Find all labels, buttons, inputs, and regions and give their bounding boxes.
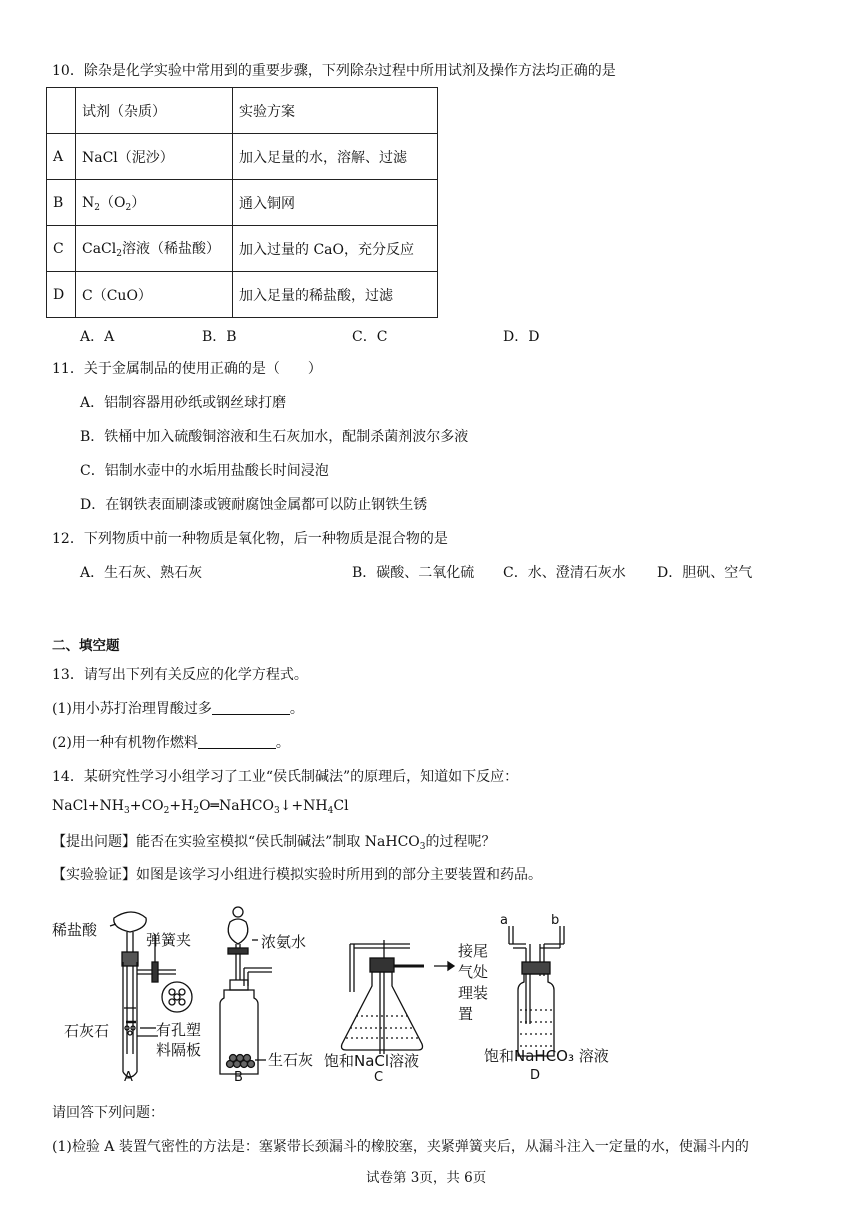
q14-part1: (1)检验 A 装置气密性的方法是：塞紧带长颈漏斗的橡胶塞，夹紧弹簧夹后，从漏斗注入一定量的水，使漏斗内的 <box>52 1139 749 1155</box>
label-d: D <box>530 1068 541 1083</box>
label-plate-2: 料隔板 <box>156 1041 202 1059</box>
label-ammonia: 浓氨水 <box>261 933 307 951</box>
q12-option-d[interactable]: D．胆矾、空气 <box>657 565 753 581</box>
apparatus-d <box>509 926 564 1056</box>
q12-option-b[interactable]: B．碳酸、二氧化硫 <box>352 565 475 581</box>
q13-part2: (2)用一种有机物作燃料 。 <box>52 735 290 751</box>
header-reagent: 试剂（杂质） <box>76 88 233 134</box>
section-title: 二、填空题 <box>52 638 120 654</box>
header-method: 实验方案 <box>233 88 438 134</box>
q11-option-d[interactable]: D．在钢铁表面刷漆或镀耐腐蚀金属都可以防止钢铁生锈 <box>80 497 428 513</box>
label-c: C <box>374 1070 384 1084</box>
label-tail-1: 接尾 <box>458 942 489 960</box>
q12-option-c[interactable]: C．水、澄清石灰水 <box>503 565 626 581</box>
q11-option-a[interactable]: A．铝制容器用砂纸或钢丝球打磨 <box>80 395 287 411</box>
label-tail-2: 气处 <box>458 963 489 981</box>
label-port-a: a <box>500 913 508 928</box>
label-b: B <box>234 1070 243 1084</box>
answer-blank[interactable] <box>198 734 276 749</box>
apparatus-figure <box>48 904 618 1084</box>
q14-equation: $NaCl+NH_3+CO_2+H_2O═NaHCO_3↓+NH_4Cl$ <box>52 798 349 816</box>
label-nahco3: 饱和NaHCO₃ 溶液 <box>484 1047 609 1065</box>
q10-option-b[interactable]: B．B <box>202 329 237 345</box>
q14-question: 【提出问题】能否在实验室模拟“侯氏制碱法”制取 NaHCO$_3$的过程呢？ <box>52 834 496 852</box>
answer-prompt: 请回答下列问题： <box>52 1105 164 1121</box>
label-spring-clip: 弹簧夹 <box>146 931 192 949</box>
q10-stem: 10．除杂是化学实验中常用到的重要步骤，下列除杂过程中所用试剂及操作方法均正确的是 <box>52 63 616 79</box>
q10-table <box>46 87 438 318</box>
q10-option-d[interactable]: D．D <box>503 329 540 345</box>
q10-option-c[interactable]: C．C <box>352 329 388 345</box>
q14-verify: 【实验验证】如图是该学习小组进行模拟实验时所用到的部分主要装置和药品。 <box>52 867 542 883</box>
q14-stem: 14．某研究性学习小组学习了工业“侯氏制碱法”的原理后，知道如下反应： <box>52 769 519 785</box>
label-plate-1: 有孔塑 <box>156 1021 202 1039</box>
table-row: D C（CuO） 加入足量的稀盐酸，过滤 <box>47 272 438 318</box>
label-tail-3: 理装 <box>458 984 489 1002</box>
q12-option-a[interactable]: A．生石灰、熟石灰 <box>80 565 203 581</box>
q10-option-a[interactable]: A．A <box>80 329 115 345</box>
q11-option-c[interactable]: C．铝制水壶中的水垢用盐酸长时间浸泡 <box>80 463 329 479</box>
table-row: C CaCl$_2$溶液（稀盐酸） 加入过量的 CaO，充分反应 <box>47 226 438 272</box>
label-port-b: b <box>551 913 560 928</box>
page-footer: 试卷第 3页，共 6页 <box>366 1170 487 1186</box>
q13-part1: (1)用小苏打治理胃酸过多 。 <box>52 701 304 717</box>
table-row: B $N_2(O_2)$ 通入铜网 <box>47 180 438 226</box>
q11-option-b[interactable]: B．铁桶中加入硫酸铜溶液和生石灰加水，配制杀菌剂波尔多液 <box>80 429 469 445</box>
q13-stem: 13．请写出下列有关反应的化学方程式。 <box>52 667 308 683</box>
label-a: A <box>124 1070 133 1084</box>
table-row: A NaCl（泥沙） 加入足量的水，溶解、过滤 <box>47 134 438 180</box>
answer-blank[interactable] <box>212 700 290 715</box>
label-limestone: 石灰石 <box>64 1022 110 1040</box>
q12-stem: 12．下列物质中前一种物质是氧化物，后一种物质是混合物的是 <box>52 531 448 547</box>
q11-stem: 11．关于金属制品的使用正确的是（ ） <box>52 361 322 377</box>
apparatus-c <box>342 940 455 1054</box>
label-quicklime: 生石灰 <box>268 1051 314 1069</box>
label-dilute-hcl: 稀盐酸 <box>52 921 98 939</box>
label-tail-4: 置 <box>458 1005 474 1023</box>
label-nacl: 饱和NaCl溶液 <box>324 1052 420 1070</box>
table-header-row <box>47 88 438 134</box>
